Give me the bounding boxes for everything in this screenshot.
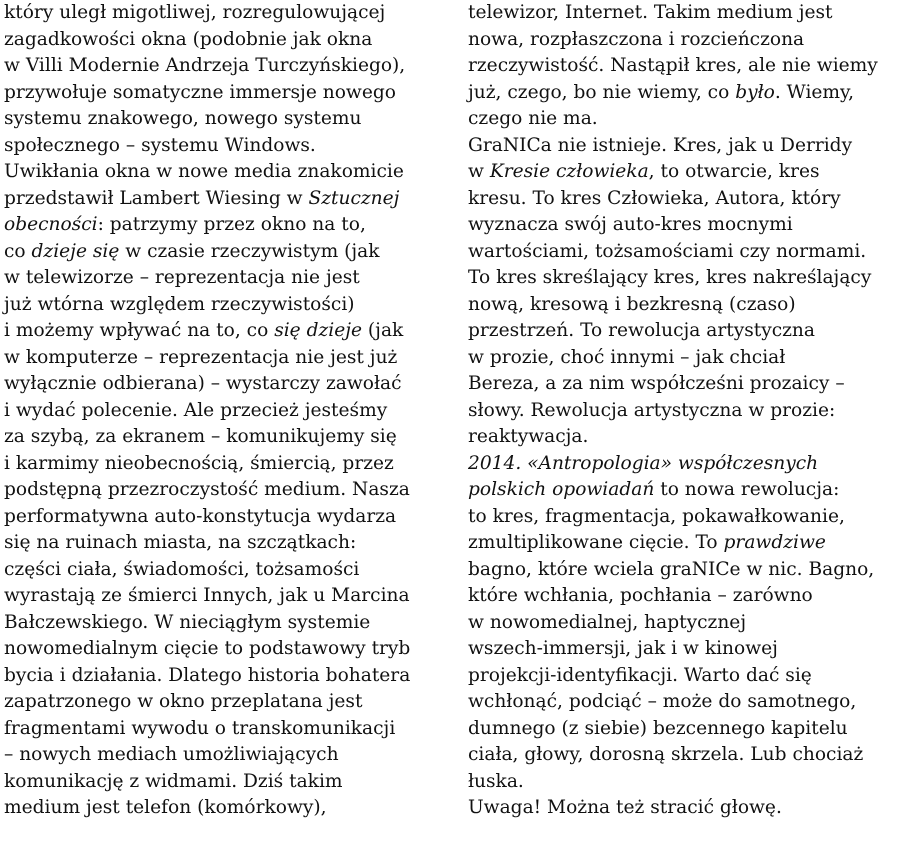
left-column-line	[4, 530, 444, 557]
right-column-line	[468, 186, 900, 213]
right-column-line	[468, 636, 900, 663]
left-column-line	[4, 27, 444, 54]
text-run: Uwaga! Można też stracić głowę.	[468, 797, 782, 818]
right-column-line	[468, 0, 900, 27]
text-run: fragmentami wywodu o transkomunikacji	[4, 717, 396, 739]
left-column-line	[4, 689, 444, 716]
right-column-line	[468, 53, 900, 80]
text-run: . Wiemy,	[774, 81, 854, 103]
italic-text: 2014. «Antropologia» współczesnych	[468, 452, 819, 474]
italic-text: dzieje się	[31, 240, 120, 262]
text-run: wyłącznie odbierana) – wystarczy zawołać	[4, 373, 402, 394]
italic-text: obecności	[4, 214, 98, 235]
left-column-line	[4, 212, 444, 239]
text-run: już wtórna względem rzeczywistości)	[4, 293, 355, 315]
text-run: przywołuje somatyczne immersje nowego	[4, 81, 396, 103]
right-column-line	[468, 477, 900, 504]
text-run: projekcji-identyfikacji. Warto dać się	[468, 664, 812, 686]
right-column-line	[468, 27, 900, 54]
right-column-line	[468, 689, 900, 716]
text-run: wyrastają ze śmierci Innych, jak u Marcina	[4, 585, 410, 606]
text-run: zapatrzonego w okno przeplatana jest	[4, 691, 363, 712]
left-column-line	[4, 398, 444, 425]
text-run: w	[468, 161, 490, 182]
left-column-line	[4, 610, 444, 637]
right-column-line	[468, 159, 900, 186]
right-column-line	[468, 398, 900, 425]
text-run: telewizor, Internet. Takim medium jest	[468, 2, 833, 23]
text-run: w komputerze – reprezentacja nie jest już	[4, 346, 398, 368]
left-column-line	[4, 0, 444, 27]
text-run: które wchłania, pochłania – zarówno	[468, 585, 813, 606]
left-column-line	[4, 371, 444, 398]
italic-text: prawdziwe	[723, 532, 826, 553]
text-run: kresu. To kres Człowieka, Autora, który	[468, 187, 841, 209]
right-column-line	[468, 424, 900, 451]
left-column-line	[4, 239, 444, 266]
right-column-line	[468, 239, 900, 266]
text-run: Bereza, a za nim współcześni prozaicy –	[468, 373, 845, 394]
text-run: nową, kresową i bezkresną (czaso)	[468, 293, 796, 315]
left-column-line	[4, 769, 444, 796]
text-run: reaktywacja.	[468, 426, 589, 447]
right-column-line	[468, 265, 900, 292]
right-column-line	[468, 583, 900, 610]
right-column-line	[468, 212, 900, 239]
left-column-line	[4, 318, 444, 345]
text-run: Bałczewskiego. W nieciągłym systemie	[4, 611, 371, 633]
text-run: ciała, głowy, dorosną skrzela. Lub chociaż	[468, 744, 864, 765]
text-run: się na ruinach miasta, na szczątkach:	[4, 532, 357, 553]
left-column-line	[4, 424, 444, 451]
text-run: słowy. Rewolucja artystyczna w prozie:	[468, 399, 836, 421]
left-column-line	[4, 795, 444, 822]
text-run: w telewizorze – reprezentacja nie jest	[4, 267, 360, 288]
text-run: performatywna auto-konstytucja wydarza	[4, 505, 397, 527]
text-run: czego nie ma.	[468, 108, 598, 129]
text-run: społecznego – systemu Windows.	[4, 134, 316, 156]
italic-text: było	[735, 81, 775, 103]
text-run: w nowomedialnej, haptycznej	[468, 611, 747, 633]
right-text-column	[468, 0, 900, 822]
text-run: i karmimy nieobecnością, śmiercią, przez	[4, 452, 394, 474]
left-column-line	[4, 504, 444, 531]
left-column-line	[4, 742, 444, 769]
text-run: (jak	[362, 320, 404, 341]
text-run: łuska.	[468, 770, 524, 792]
text-run: – nowych mediach umożliwiających	[4, 744, 339, 765]
left-text-column	[4, 0, 444, 822]
left-column-line	[4, 80, 444, 107]
right-column-line	[468, 318, 900, 345]
text-run: : patrzymy przez okno na to,	[97, 214, 366, 235]
text-run: zagadkowości okna (podobnie jak okna	[4, 28, 373, 50]
text-run: zmultiplikowane cięcie. To	[468, 532, 724, 553]
right-column-line	[468, 557, 900, 584]
right-column-line	[468, 795, 900, 822]
left-column-line	[4, 345, 444, 372]
right-column-line	[468, 769, 900, 796]
text-run: To kres skreślający kres, kres nakreślający	[468, 267, 872, 288]
left-column-line	[4, 106, 444, 133]
right-column-line	[468, 371, 900, 398]
right-column-line	[468, 610, 900, 637]
text-run: w Villi Modernie Andrzeja Turczyńskiego),	[4, 55, 406, 76]
left-column-line	[4, 557, 444, 584]
text-run: , to otwarcie, kres	[648, 161, 820, 182]
text-run: bagno, które wciela graNICe w nic. Bagno,	[468, 558, 875, 580]
text-run: przedstawił Lambert Wiesing w	[4, 187, 309, 209]
right-column-line	[468, 292, 900, 319]
left-column-line	[4, 186, 444, 213]
text-run: systemu znakowego, nowego systemu	[4, 108, 362, 129]
left-column-line	[4, 292, 444, 319]
left-column-line	[4, 265, 444, 292]
text-run: i możemy wpływać na to, co	[4, 320, 275, 341]
text-run: który uległ migotliwej, rozregulowującej	[4, 2, 386, 23]
right-column-line	[468, 742, 900, 769]
text-run: za szybą, za ekranem – komunikujemy się	[4, 426, 397, 447]
text-run: wszech-immersji, jak i w kinowej	[468, 638, 778, 659]
right-column-line	[468, 530, 900, 557]
left-column-line	[4, 159, 444, 186]
right-column-line	[468, 504, 900, 531]
text-run: to kres, fragmentacja, pokawałkowanie,	[468, 505, 845, 527]
text-run: wartościami, tożsamościami czy normami.	[468, 240, 867, 262]
text-run: przestrzeń. To rewolucja artystyczna	[468, 320, 815, 341]
left-column-line	[4, 451, 444, 478]
right-column-line	[468, 663, 900, 690]
text-run: bycia i działania. Dlatego historia bohatera	[4, 664, 411, 686]
italic-text: Sztucznej	[308, 187, 400, 209]
text-run: to nowa rewolucja:	[654, 479, 840, 500]
left-column-line	[4, 716, 444, 743]
text-run: GraNICa nie istnieje. Kres, jak u Derridy	[468, 134, 853, 156]
text-run: dumnego (z siebie) bezcennego kapitelu	[468, 717, 848, 739]
text-run: nowa, rozpłaszczona i rozcieńczona	[468, 28, 805, 50]
right-column-line	[468, 80, 900, 107]
left-column-line	[4, 663, 444, 690]
right-column-line	[468, 345, 900, 372]
left-column-line	[4, 133, 444, 160]
right-column-line	[468, 133, 900, 160]
italic-text: polskich opowiadań	[468, 479, 655, 500]
text-run: co	[4, 240, 32, 262]
text-run: już, czego, bo nie wiemy, co	[468, 81, 736, 103]
italic-text: się dzieje	[274, 320, 363, 341]
text-run: wchłonąć, podciąć – może do samotnego,	[468, 691, 857, 712]
italic-text: Kresie człowieka	[489, 161, 649, 182]
text-run: podstępną przezroczystość medium. Nasza	[4, 479, 410, 500]
text-run: nowomedialnym cięcie to podstawowy tryb	[4, 638, 411, 659]
text-run: w prozie, choć innymi – jak chciał	[468, 346, 786, 368]
text-run: w czasie rzeczywistym (jak	[119, 240, 380, 262]
text-run: komunikację z widmami. Dziś takim	[4, 770, 343, 792]
text-run: Uwikłania okna w nowe media znakomicie	[4, 161, 404, 182]
text-run: wyznacza swój auto-kres mocnymi	[468, 214, 793, 235]
right-column-line	[468, 451, 900, 478]
left-column-line	[4, 53, 444, 80]
left-column-line	[4, 477, 444, 504]
left-column-line	[4, 583, 444, 610]
text-run: medium jest telefon (komórkowy),	[4, 797, 327, 818]
text-run: rzeczywistość. Nastąpił kres, ale nie wiemy	[468, 55, 878, 76]
right-column-line	[468, 716, 900, 743]
left-column-line	[4, 636, 444, 663]
text-run: i wydać polecenie. Ale przecież jesteśmy	[4, 399, 388, 421]
right-column-line	[468, 106, 900, 133]
text-run: części ciała, świadomości, tożsamości	[4, 558, 360, 580]
